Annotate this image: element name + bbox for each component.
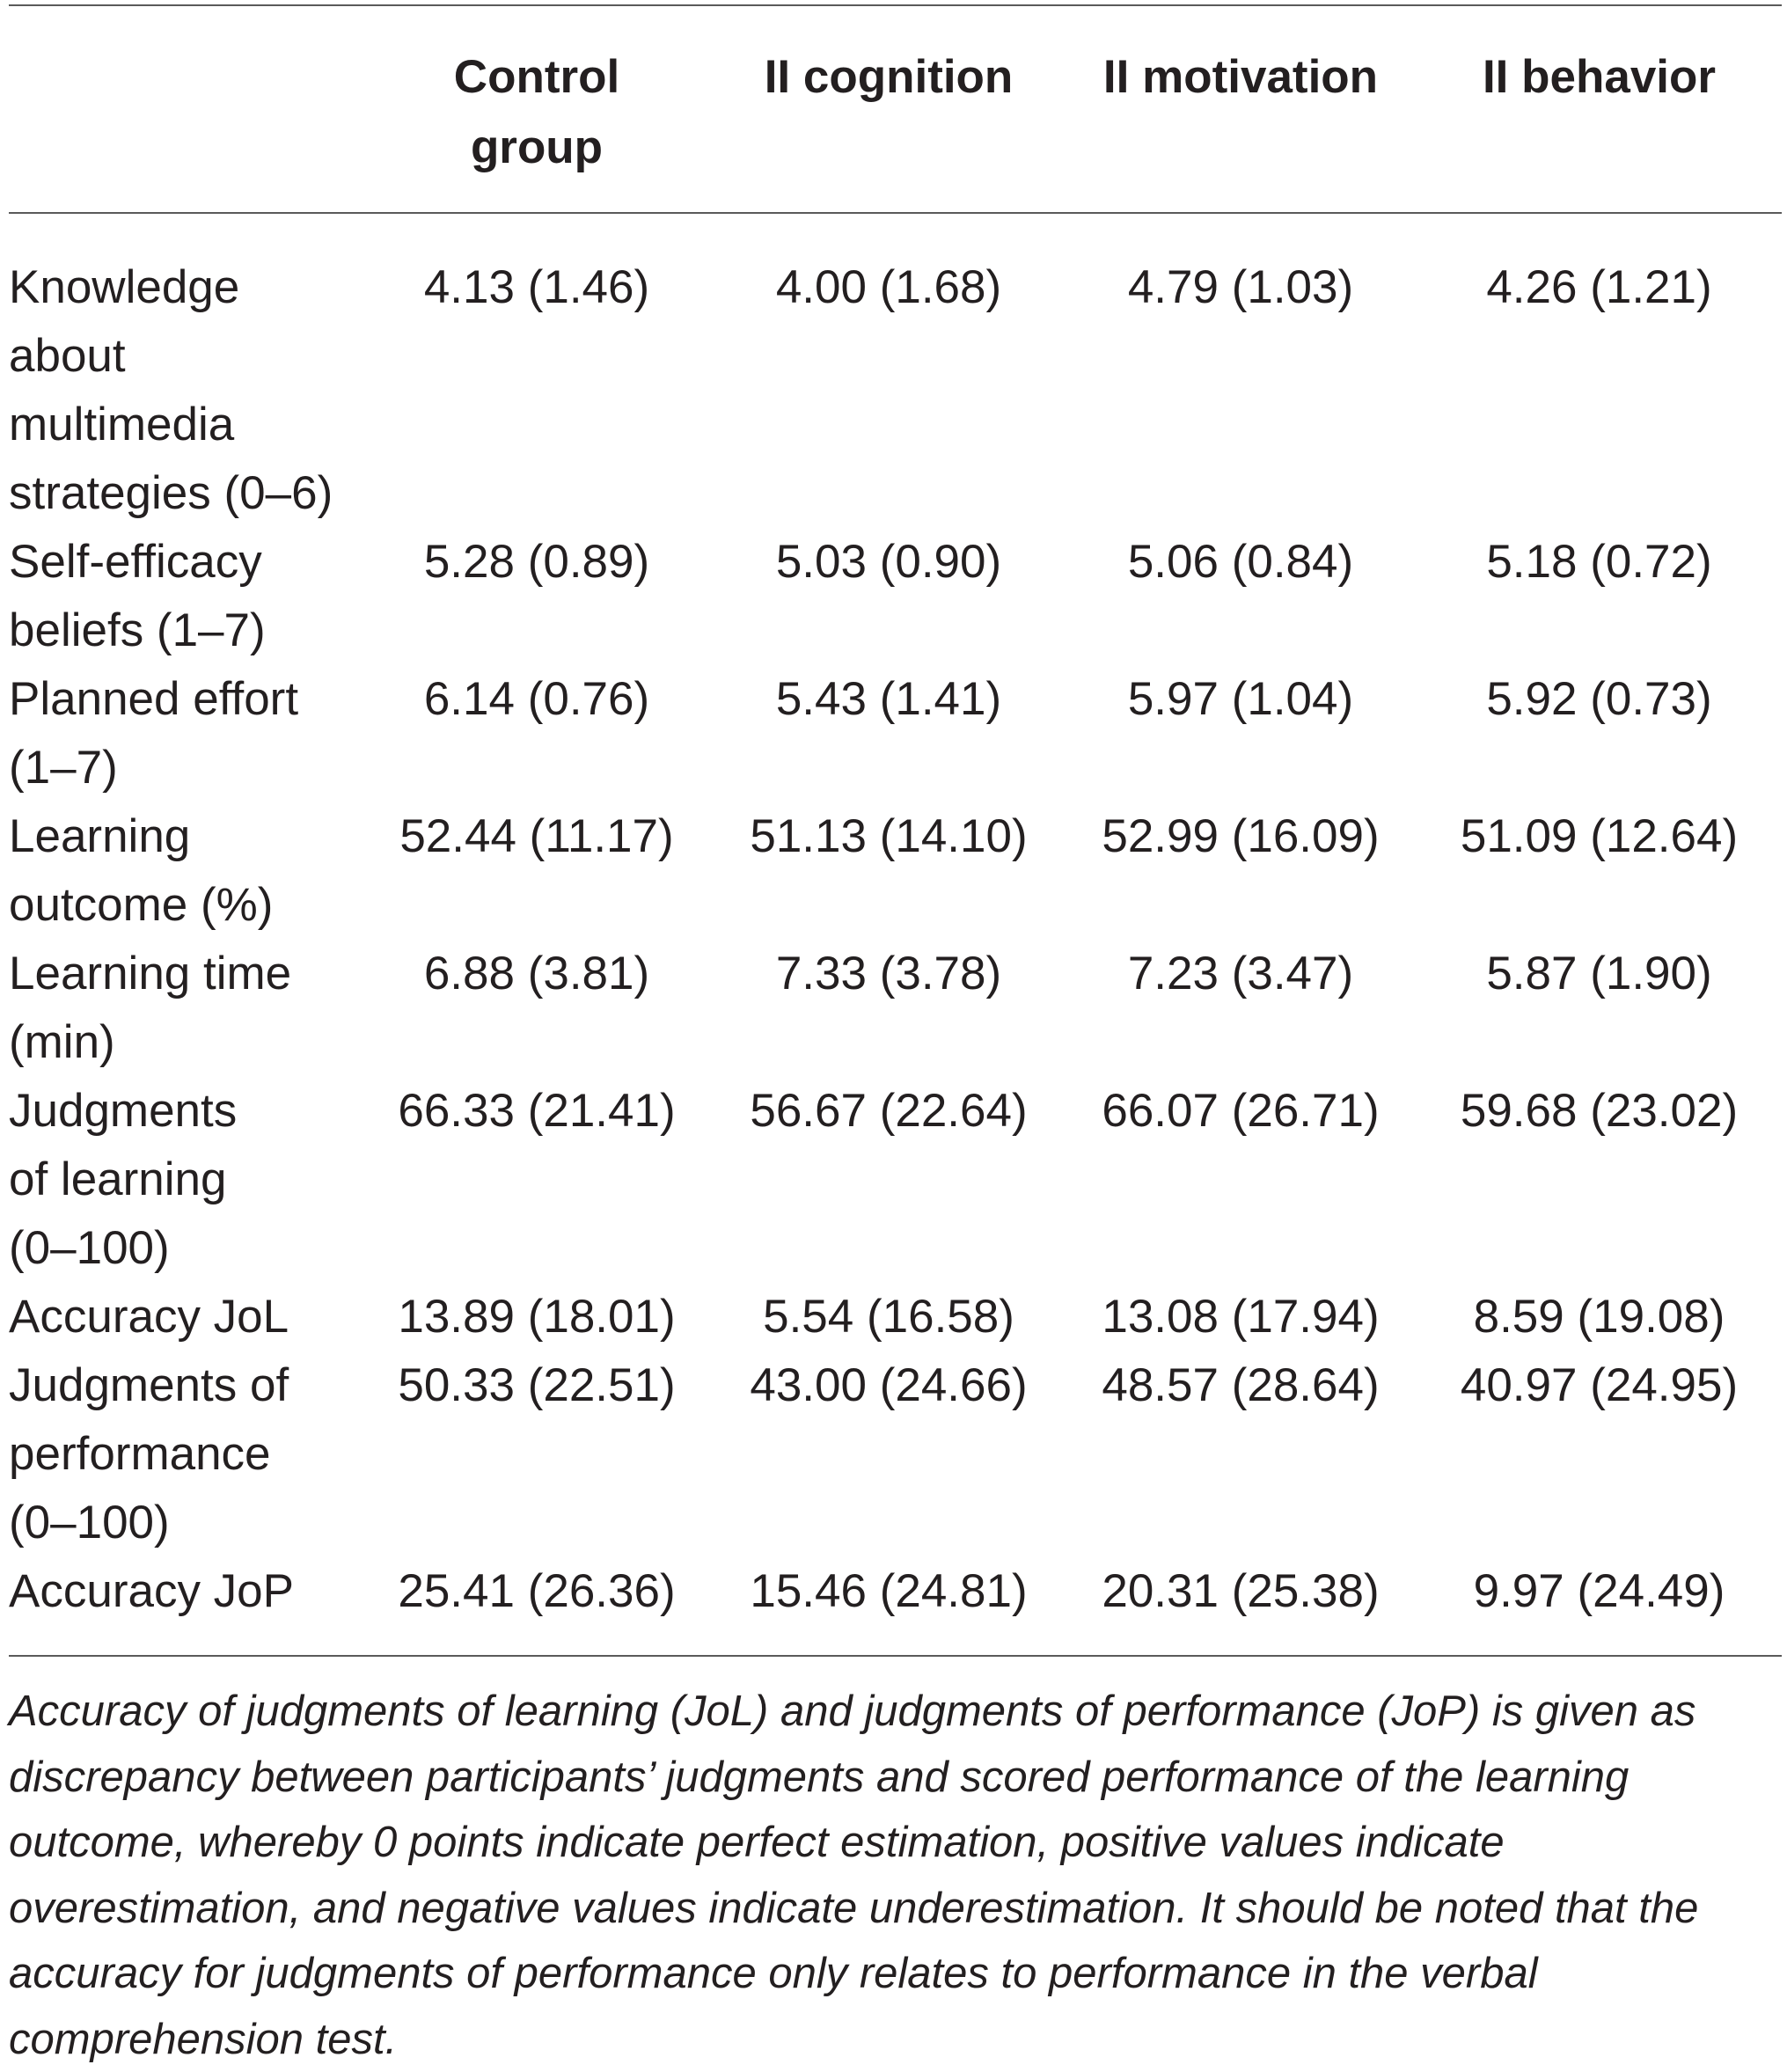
table-row <box>9 1077 1782 1283</box>
row-label: Learning outcome (%) <box>9 810 274 931</box>
table-row <box>9 213 1782 528</box>
cell-ii-behavior: 5.87 (1.90) <box>1486 948 1712 999</box>
cell-ii-behavior: 5.18 (0.72) <box>1486 536 1712 588</box>
bottom-rule <box>9 1655 1782 1657</box>
row-label: Accuracy JoL <box>9 1291 289 1343</box>
cell-ii-cognition: 15.46 (24.81) <box>750 1565 1028 1617</box>
column-header-ii-motivation: II motivation <box>1102 51 1379 103</box>
row-label: Accuracy JoP <box>9 1565 295 1617</box>
cell-control-group: 66.33 (21.41) <box>398 1085 676 1137</box>
table-row <box>9 940 1782 1077</box>
cell-ii-cognition: 56.67 (22.64) <box>750 1085 1028 1137</box>
row-label: Judgments of learning (0–100) <box>9 1085 238 1274</box>
cell-ii-motivation: 52.99 (16.09) <box>1102 810 1380 862</box>
cell-ii-motivation: 20.31 (25.38) <box>1102 1565 1380 1617</box>
cell-ii-motivation: 13.08 (17.94) <box>1102 1291 1380 1343</box>
cell-ii-motivation: 66.07 (26.71) <box>1102 1085 1380 1137</box>
cell-control-group: 25.41 (26.36) <box>398 1565 676 1617</box>
cell-ii-motivation: 5.97 (1.04) <box>1127 673 1354 725</box>
row-label: Self-efficacy beliefs (1–7) <box>9 536 266 656</box>
cell-ii-motivation: 7.23 (3.47) <box>1127 948 1354 999</box>
cell-control-group: 4.13 (1.46) <box>423 261 650 313</box>
header-row <box>9 0 1782 213</box>
cell-ii-behavior: 59.68 (23.02) <box>1460 1085 1739 1137</box>
column-header-ii-behavior: II behavior <box>1482 51 1717 103</box>
column-header-ii-cognition: II cognition <box>764 51 1014 103</box>
cell-ii-behavior: 40.97 (24.95) <box>1460 1359 1739 1411</box>
cell-ii-cognition: 7.33 (3.78) <box>775 948 1002 999</box>
column-header-label <box>9 0 361 213</box>
row-label: Knowledge about multimedia strategies (0–6) <box>9 261 333 519</box>
cell-ii-behavior: 5.92 (0.73) <box>1486 673 1712 725</box>
row-label: Learning time (min) <box>9 948 292 1068</box>
cell-ii-behavior: 51.09 (12.64) <box>1460 810 1739 862</box>
cell-control-group: 13.89 (18.01) <box>398 1291 676 1343</box>
cell-ii-motivation: 48.57 (28.64) <box>1102 1359 1380 1411</box>
results-table <box>9 0 1782 1626</box>
cell-ii-cognition: 51.13 (14.10) <box>750 810 1028 862</box>
cell-ii-cognition: 5.03 (0.90) <box>775 536 1002 588</box>
cell-ii-behavior: 8.59 (19.08) <box>1473 1291 1725 1343</box>
cell-control-group: 6.88 (3.81) <box>423 948 650 999</box>
cell-ii-motivation: 5.06 (0.84) <box>1127 536 1354 588</box>
row-label: Planned effort (1–7) <box>9 673 299 794</box>
row-label: Judgments of performance (0–100) <box>9 1359 289 1549</box>
cell-ii-cognition: 5.54 (16.58) <box>763 1291 1014 1343</box>
cell-ii-behavior: 4.26 (1.21) <box>1486 261 1712 313</box>
cell-control-group: 52.44 (11.17) <box>399 810 674 862</box>
table-row <box>9 1557 1782 1626</box>
cell-ii-cognition: 5.43 (1.41) <box>775 673 1002 725</box>
cell-ii-cognition: 43.00 (24.66) <box>750 1359 1028 1411</box>
table-row <box>9 1351 1782 1557</box>
column-header-control-group: Control group <box>453 51 620 173</box>
table-row <box>9 528 1782 665</box>
cell-ii-motivation: 4.79 (1.03) <box>1127 261 1354 313</box>
cell-control-group: 6.14 (0.76) <box>423 673 650 725</box>
cell-ii-cognition: 4.00 (1.68) <box>775 261 1002 313</box>
table-footnote: Accuracy of judgments of learning (JoL) and judgments of performance (JoP) is given as discrepancy between participants’ judgments and scored performance of the learning outcome, whereby 0 points indicate perfect estimation, positive values indicate overestimation, and negative values indicate underestimation. It should be noted that the accuracy for judgments of performance only relates to performance in the verbal comprehension test. <box>9 1688 1699 2063</box>
table-row <box>9 1283 1782 1351</box>
cell-control-group: 5.28 (0.89) <box>423 536 650 588</box>
table-row <box>9 802 1782 940</box>
cell-control-group: 50.33 (22.51) <box>398 1359 676 1411</box>
table-row <box>9 665 1782 802</box>
cell-ii-behavior: 9.97 (24.49) <box>1473 1565 1725 1617</box>
